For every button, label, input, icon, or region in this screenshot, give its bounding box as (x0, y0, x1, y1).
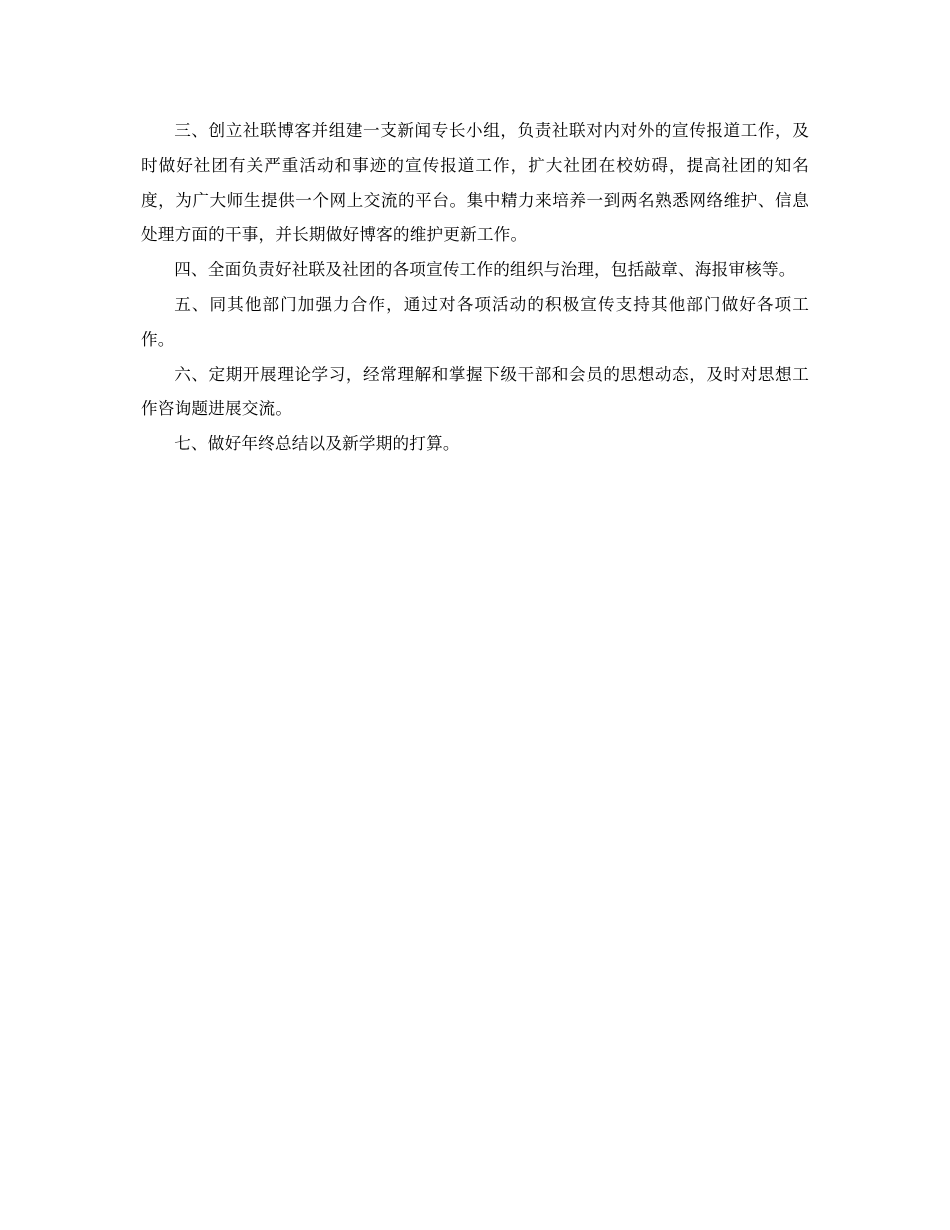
paragraph-5: 五、同其他部门加强力合作，通过对各项活动的积极宣传支持其他部门做好各项工作。 (141, 294, 809, 349)
paragraph-6: 六、定期开展理论学习，经常理解和掌握下级干部和会员的思想动态，及时对思想工作咨询题进展交流。 (141, 364, 809, 419)
paragraph-3: 三、创立社联博客并组建一支新闻专长小组，负责社联对内对外的宣传报道工作，及时做好社团有关严重活动和事迹的宣传报道工作，扩大社团在校妨碍，提高社团的知名度，为广大师生提供一个网上交流的平台。集中精力来培养一到两名熟悉网络维护、信息处理方面的干事，并长期做好博客的维护更新工作。 (141, 121, 809, 245)
document-body (141, 114, 809, 462)
paragraph-7: 七、做好年终总结以及新学期的打算。 (174, 434, 460, 454)
paragraph-4: 四、全面负责好社联及社团的各项宣传工作的组织与治理，包括敲章、海报审核等。 (174, 260, 796, 280)
